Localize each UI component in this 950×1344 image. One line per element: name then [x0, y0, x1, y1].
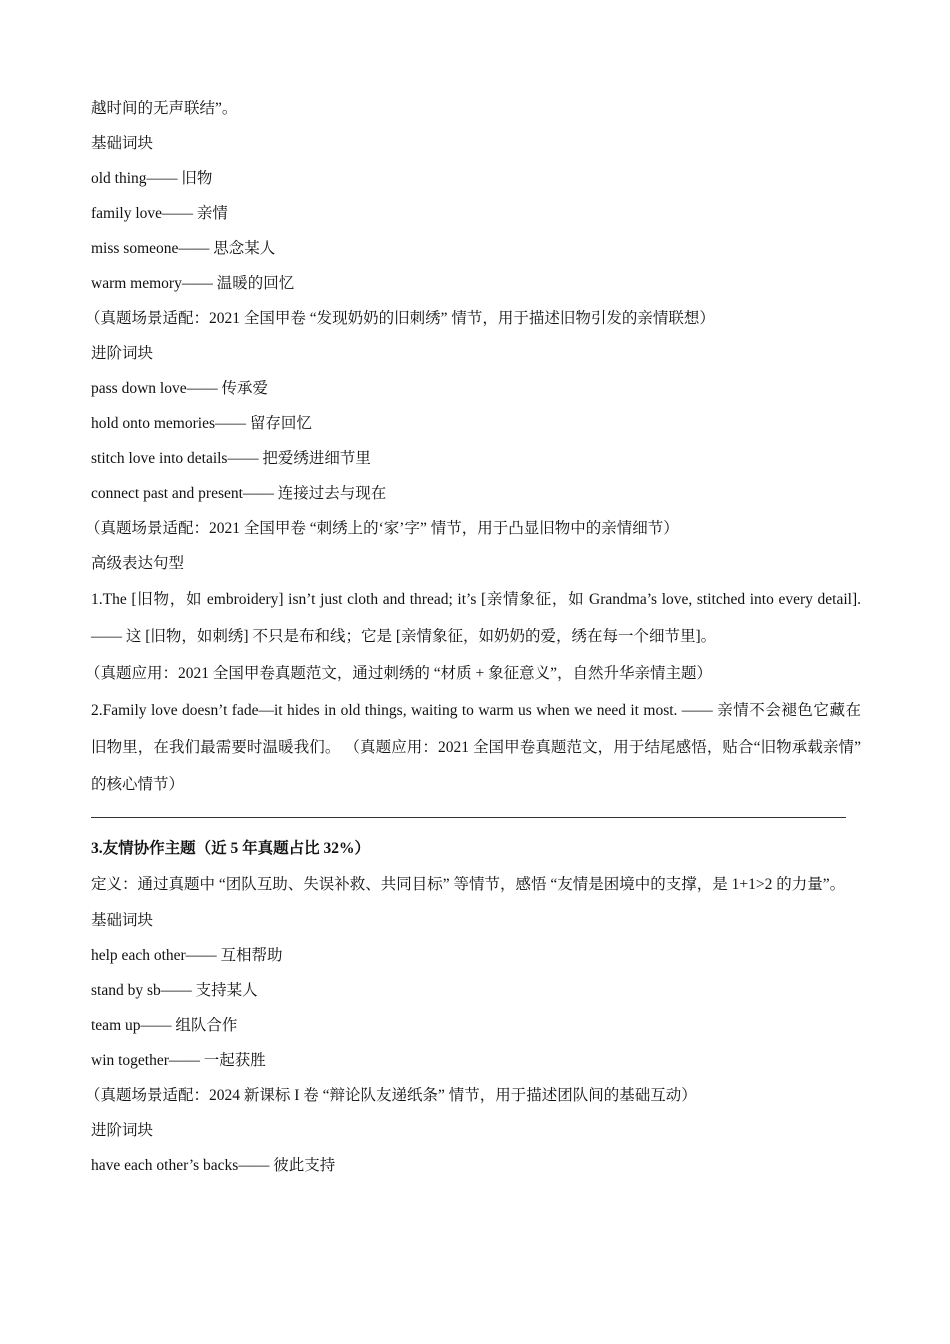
vocab-item: stitch love into details—— 把爱绣进细节里	[91, 450, 371, 467]
section-3-definition: 定义：通过真题中 “团队互助、失误补救、共同目标” 等情节，感悟 “友情是困境中的支撑，是 1+1>2 的力量”。	[91, 876, 846, 893]
vocab-item: pass down love—— 传承爱	[91, 380, 268, 397]
scene-note: （真题场景适配：2024 新课标 I 卷 “辩论队友递纸条” 情节，用于描述团队间的基础互动）	[85, 1087, 697, 1104]
vocab-item: connect past and present—— 连接过去与现在	[91, 485, 387, 502]
advanced-chunks-title: 进阶词块	[91, 1122, 154, 1139]
scene-note: （真题场景适配：2021 全国甲卷 “发现奶奶的旧刺绣” 情节，用于描述旧物引发的亲情联想）	[85, 310, 715, 327]
vocab-item: have each other’s backs—— 彼此支持	[91, 1157, 336, 1174]
vocab-item: old thing—— 旧物	[91, 170, 213, 187]
scene-note: （真题场景适配：2021 全国甲卷 “刺绣上的‘家’字” 情节，用于凸显旧物中的亲情细节）	[85, 520, 679, 537]
vocab-item: win together—— 一起获胜	[91, 1052, 266, 1069]
document-page	[85, 91, 861, 1183]
section-divider	[91, 817, 846, 818]
vocab-item: warm memory—— 温暖的回忆	[91, 275, 295, 292]
vocab-item: miss someone—— 思念某人	[91, 240, 276, 257]
sentence-pattern-2: 2.Family love doesn’t fade—it hides in old things, waiting to warm us when we need it most. —— 亲情不会褪色它藏在旧物里，在我们最需要时温暖我们。 （真题应用：2021 全国甲卷真题范文，用于结尾感悟，贴合“旧物承载亲情” 的核心情节）	[91, 702, 861, 793]
sentence-1-note: （真题应用：2021 全国甲卷真题范文，通过刺绣的 “材质 + 象征意义”，自然升华亲情主题）	[85, 665, 713, 682]
intro-tail: 越时间的无声联结”。	[91, 100, 238, 117]
vocab-item: hold onto memories—— 留存回忆	[91, 415, 312, 432]
basic-chunks-title: 基础词块	[91, 912, 154, 929]
section-3-heading: 3.友情协作主题（近 5 年真题占比 32%）	[91, 840, 371, 857]
vocab-item: team up—— 组队合作	[91, 1017, 238, 1034]
vocab-item: stand by sb—— 支持某人	[91, 982, 258, 999]
basic-chunks-title: 基础词块	[91, 135, 154, 152]
vocab-item: family love—— 亲情	[91, 205, 228, 222]
sentence-patterns-title: 高级表达句型	[91, 555, 185, 572]
advanced-chunks-title: 进阶词块	[91, 345, 154, 362]
sentence-pattern-1: 1.The [旧物，如 embroidery] isn’t just cloth and thread; it’s [亲情象征，如 Grandma’s love, stitched into every detail]. —— 这 [旧物，如刺绣] 不只是布和线；它是 [亲情象征，如奶奶的爱，绣在每一个细节里]。	[91, 591, 861, 645]
vocab-item: help each other—— 互相帮助	[91, 947, 283, 964]
